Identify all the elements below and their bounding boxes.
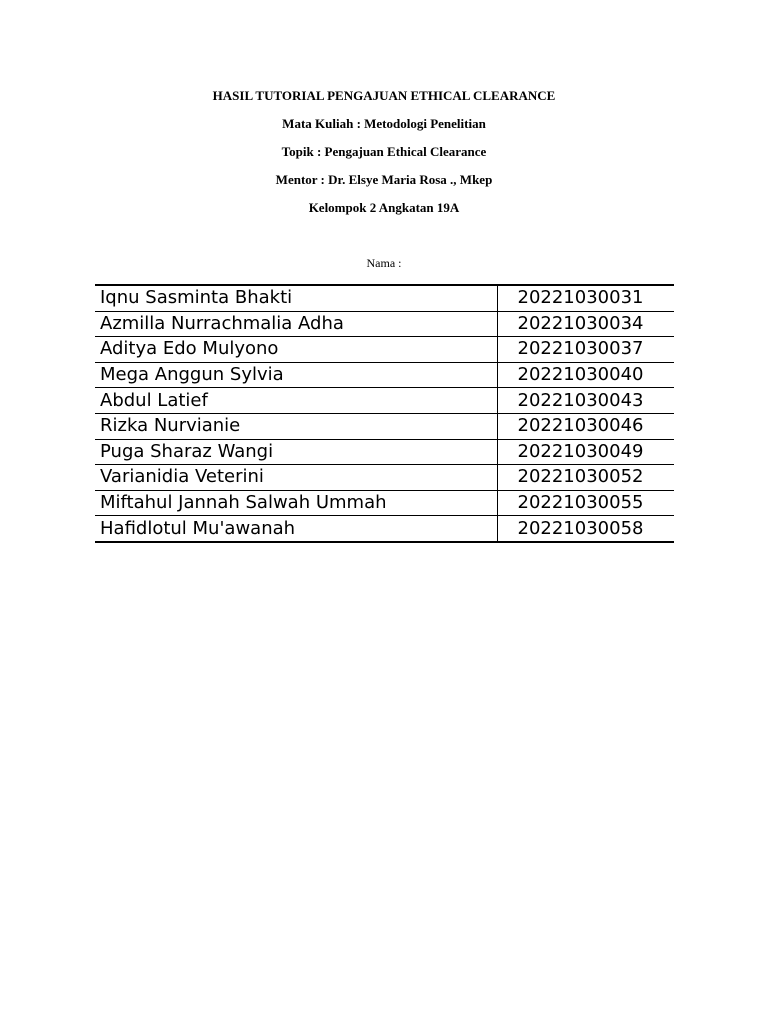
member-nim: 20221030055 (497, 490, 674, 516)
table-row (95, 362, 674, 388)
table-row (95, 388, 674, 414)
nama-label: Nama : (366, 256, 402, 270)
table-row (95, 337, 674, 363)
member-name: Hafidlotul Mu'awanah (95, 516, 497, 542)
member-nim: 20221030037 (497, 337, 674, 363)
mentor-line: Mentor : Dr. Elsye Maria Rosa ., Mkep (275, 172, 493, 187)
member-name: Abdul Latief (95, 388, 497, 414)
member-nim: 20221030046 (497, 413, 674, 439)
table-row (95, 516, 674, 542)
topic-line: Topik : Pengajuan Ethical Clearance (281, 144, 487, 159)
table-row (95, 439, 674, 465)
member-name: Varianidia Veterini (95, 465, 497, 491)
member-name: Azmilla Nurrachmalia Adha (95, 311, 497, 337)
member-nim: 20221030043 (497, 388, 674, 414)
course-line: Mata Kuliah : Metodologi Penelitian (282, 116, 486, 131)
member-nim: 20221030034 (497, 311, 674, 337)
member-name: Puga Sharaz Wangi (95, 439, 497, 465)
member-nim: 20221030049 (497, 439, 674, 465)
members-table (95, 284, 674, 543)
document-title: HASIL TUTORIAL PENGAJUAN ETHICAL CLEARANCE (212, 88, 556, 103)
member-name: Iqnu Sasminta Bhakti (95, 285, 497, 311)
table-row (95, 490, 674, 516)
table-row (95, 311, 674, 337)
member-name: Mega Anggun Sylvia (95, 362, 497, 388)
member-name: Rizka Nurvianie (95, 413, 497, 439)
member-nim: 20221030040 (497, 362, 674, 388)
table-row (95, 465, 674, 491)
member-name: Miftahul Jannah Salwah Ummah (95, 490, 497, 516)
member-nim: 20221030031 (497, 285, 674, 311)
table-row (95, 413, 674, 439)
member-nim: 20221030058 (497, 516, 674, 542)
member-nim: 20221030052 (497, 465, 674, 491)
member-name: Aditya Edo Mulyono (95, 337, 497, 363)
table-row (95, 285, 674, 311)
group-line: Kelompok 2 Angkatan 19A (308, 200, 460, 215)
